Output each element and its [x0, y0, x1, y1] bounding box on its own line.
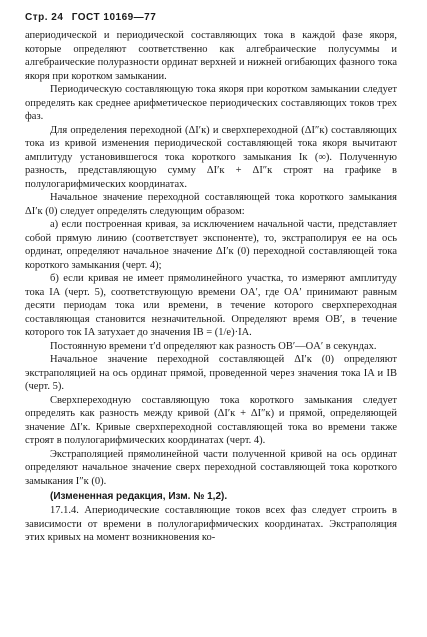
paragraph-10: Экстраполяцией прямолинейной части полученной кривой на ось ординат определяют начальное значение сверх переходной составляющей тока короткого замыкания I″к (0).: [25, 448, 397, 487]
paragraph-4: Начальное значение переходной составляющей тока короткого замыкания ΔI′к (0) следует определять следующим образом:: [25, 192, 397, 217]
paragraph-5: а) если построенная кривая, за исключением начальной части, представляет собой прямую линию (соответствует экспоненте), то, экстраполируя ее на ось ординат, определяют начальное значение ΔI′к (0) переходной составляющей тока короткого замыкания (черт. 4);: [25, 219, 397, 271]
paragraph-17-1-4: 17.1.4. Апериодические составляющие токов всех фаз следует строить в зависимости от времени в полулогарифмических координатах. Экстраполяция этих кривых на момент возникновения ко-: [25, 505, 397, 543]
paragraph-2: Периодическую составляющую тока якоря при коротком замыкании следует определять как среднее арифметическое периодических составляющих токов трех фаз.: [25, 84, 397, 122]
paragraph-1: апериодической и периодической составляющих тока в каждой фазе якоря, которые определяют соответственно как алгебраические полусуммы и алгебраические полуразности ординат верхней и нижней огибающих фазного тока якоря при коротком замыкании.: [25, 30, 397, 82]
page-number: Стр. 24: [25, 12, 64, 23]
paragraph-9: Сверхпереходную составляющую тока короткого замыкания следует определять как разность между кривой (ΔI′к + ΔI″к) и прямой, определяющей значение ΔI′к. Кривые сверхпереходной составляющей тока во времени также строят в полулогарифмических координатах (черт. 4).: [25, 394, 397, 446]
paragraph-7: Постоянную времени τ′d определяют как разность OB′—OA′ в секундах.: [50, 340, 377, 352]
amendment-note: (Измененная редакция, Изм. № 1,2).: [50, 491, 228, 502]
paragraph-3: Для определения переходной (ΔI′к) и сверхпереходной (ΔI″к) составляющих тока из кривой изменения периодической составляющей тока якоря вычитают амплитуду установившегося тока короткого замыкания Iк (∞). Полученную разность, представляющую сумму ΔI′к + ΔI″к строят на графике в полулогарифмических координатах.: [25, 124, 397, 190]
paragraph-6: б) если кривая не имеет прямолинейного участка, то измеряют амплитуду тока IA (черт. 5), соответствующую времени OA′, где OA′ принимают равным десяти периодам тока или времени, в течение которого сверхпереходная составляющая становится незначительной. Определяют время OB′, в течение которого ток IA затухает до значения IB = (1/e)·IA.: [25, 273, 397, 338]
page-header: [25, 10, 397, 26]
paragraph-8: Начальное значение переходной составляющей ΔI′к (0) определяют экстраполяцией на ось ординат прямой, проведенной через значения тока IA и IB (черт. 5).: [25, 354, 397, 392]
standard-code: ГОСТ 10169—77: [71, 12, 157, 23]
